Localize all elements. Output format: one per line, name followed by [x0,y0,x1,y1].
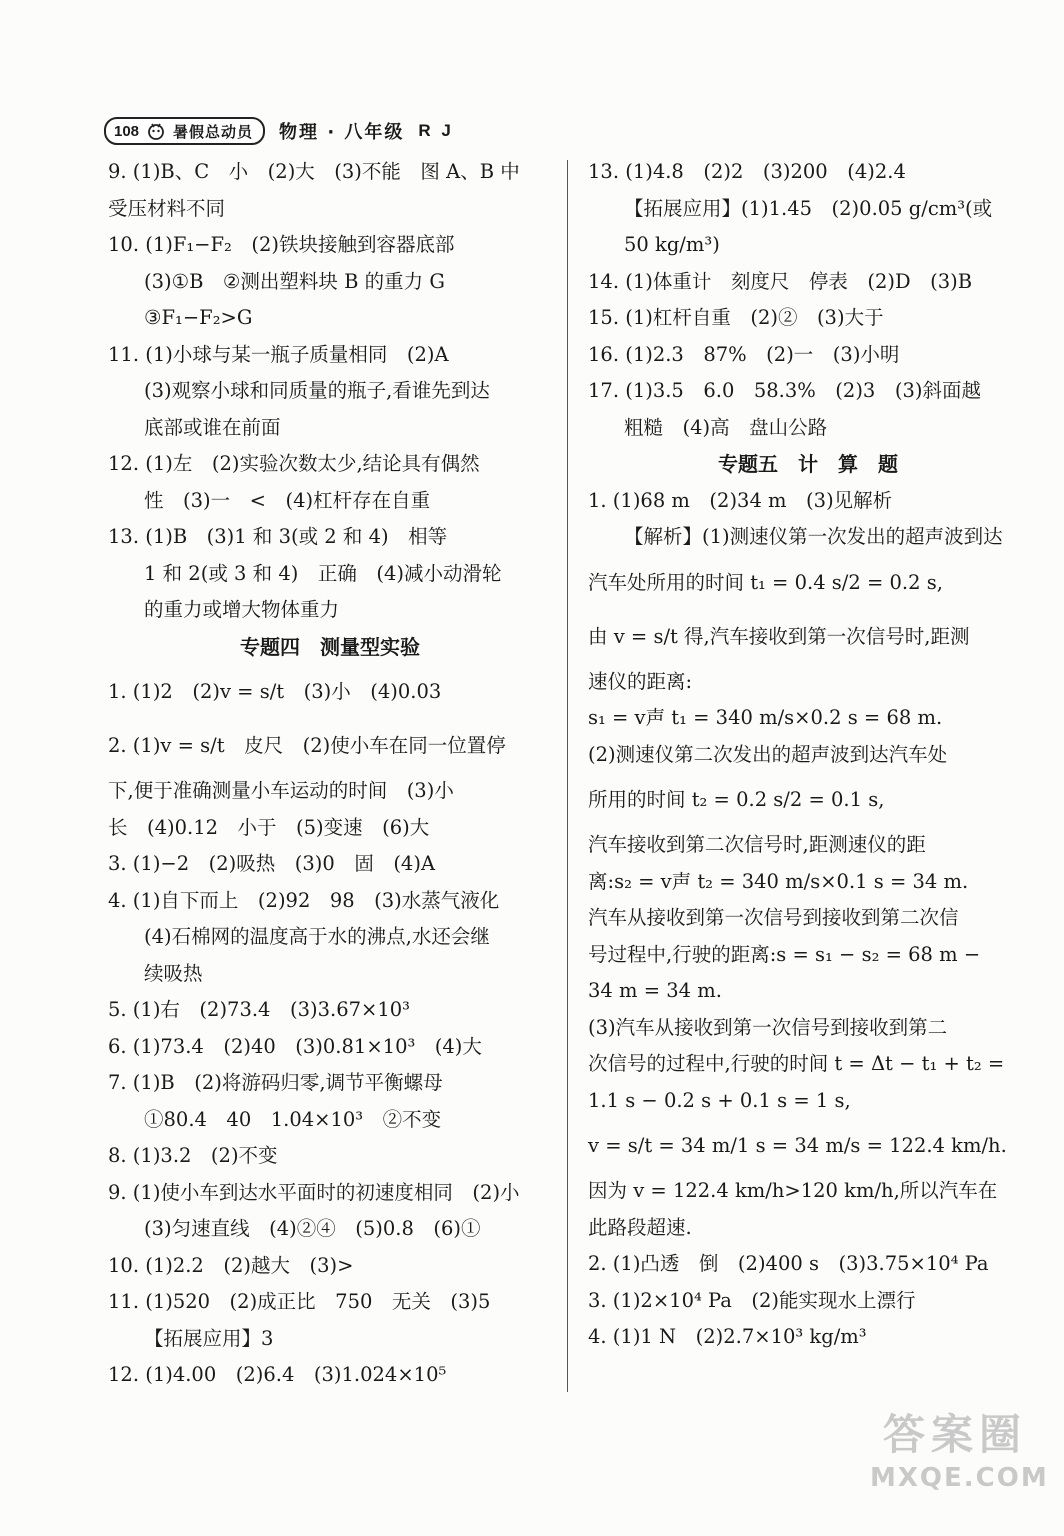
answer-line: 号过程中,行驶的距离:s = s₁ − s₂ = 68 m − [588,942,981,966]
answer-line: 1 和 2(或 3 和 4) 正确 (4)减小动滑轮 [144,561,502,585]
answer-line: 的重力或增大物体重力 [144,598,340,621]
answer-line: 2. (1)v = s/t 皮尺 (2)使小车在同一位置停 [108,734,506,757]
header-badge [104,117,265,145]
answer-line: ①80.4 40 1.04×10³ ②不变 [144,1107,442,1131]
section-heading: 专题五 计 算 题 [718,452,898,476]
answer-line: 【拓展应用】3 [144,1326,274,1350]
answer-line: s₁ = v声 t₁ = 340 m/s×0.2 s = 68 m. [588,706,943,729]
answer-line: 长 (4)0.12 小于 (5)变速 (6)大 [108,815,430,839]
answer-line: 受压材料不同 [108,196,226,220]
answer-line: 1. (1)2 (2)v = s/t (3)小 (4)0.03 [108,680,442,703]
answer-line: 11. (1)520 (2)成正比 750 无关 (3)5 [108,1290,491,1313]
answer-line: 1. (1)68 m (2)34 m (3)见解析 [588,488,893,512]
answer-line: 3. (1)−2 (2)吸热 (3)0 固 (4)A [108,852,436,875]
answer-line: 5. (1)右 (2)73.4 (3)3.67×10³ [108,998,410,1021]
page-header [104,118,454,144]
answer-line: 速仪的距离: [588,669,693,693]
mascot-icon [145,120,167,142]
answer-line: 续吸热 [144,961,203,985]
answer-line: 1.1 s − 0.2 s + 0.1 s = 1 s, [588,1088,851,1112]
answer-line: 【拓展应用】(1)1.45 (2)0.05 g/cm³(或 [624,196,993,220]
answer-line: 2. (1)凸透 倒 (2)400 s (3)3.75×10⁴ Pa [588,1252,989,1275]
answer-line: 6. (1)73.4 (2)40 (3)0.81×10³ (4)大 [108,1034,482,1058]
answer-line: 汽车从接收到第一次信号到接收到第二次信 [588,906,959,929]
answer-line: 汽车接收到第二次信号时,距测速仪的距 [588,833,926,856]
answer-line: 4. (1)自下而上 (2)92 98 (3)水蒸气液化 [108,888,500,912]
answer-line: 粗糙 (4)高 盘山公路 [624,415,828,439]
answer-line: 12. (1)左 (2)实验次数太少,结论具有偶然 [108,452,480,475]
edition-label: R J [418,121,454,140]
answer-line: 13. (1)4.8 (2)2 (3)200 (4)2.4 [588,160,906,183]
answer-line: 12. (1)4.00 (2)6.4 (3)1.024×10⁵ [108,1363,447,1386]
answer-line: 因为 v = 122.4 km/h>120 km/h,所以汽车在 [588,1179,998,1202]
answer-line: 【解析】(1)测速仪第一次发出的超声波到达 [624,525,1003,548]
answer-line: 15. (1)杠杆自重 (2)② (3)大于 [588,306,884,329]
answer-line: 离:s₂ = v声 t₂ = 340 m/s×0.1 s = 34 m. [588,869,969,893]
series-title: 暑假总动员 [173,122,254,141]
answer-line: 14. (1)体重计 刻度尺 停表 (2)D (3)B [588,269,973,293]
answer-line: (3)匀速直线 (4)②④ (5)0.8 (6)① [144,1217,481,1240]
answer-line: 9. (1)B、C 小 (2)大 (3)不能 图 A、B 中 [108,160,520,183]
answer-line: 底部或谁在前面 [144,415,281,439]
answer-line: 17. (1)3.5 6.0 58.3% (2)3 (3)斜面越 [588,379,981,402]
answer-line: 汽车处所用的时间 t₁ = 0.4 s/2 = 0.2 s, [588,570,943,594]
answer-line: 所用的时间 t₂ = 0.2 s/2 = 0.1 s, [588,788,885,811]
answer-line: 11. (1)小球与某一瓶子质量相同 (2)A [108,342,449,366]
answer-line: 16. (1)2.3 87% (2)一 (3)小明 [588,342,900,366]
subject-title: 物理 · 八年级 [279,122,405,143]
answer-line: 3. (1)2×10⁴ Pa (2)能实现水上漂行 [588,1288,916,1312]
answer-line: (3)①B ②测出塑料块 B 的重力 G [144,269,445,293]
answer-line: 8. (1)3.2 (2)不变 [108,1144,278,1167]
section-heading: 专题四 测量型实验 [240,634,420,659]
left-column [108,154,552,1394]
answer-line: 性 (3)一 < (4)杠杆存在自重 [144,488,431,512]
answer-line: 10. (1)2.2 (2)越大 (3)> [108,1253,354,1277]
watermark-logo [870,1408,1049,1508]
answer-line: 次信号的过程中,行驶的时间 t = Δt − t₁ + t₂ = [588,1052,1005,1075]
answer-line: 34 m = 34 m. [588,979,722,1002]
answer-line: v = s/t = 34 m/1 s = 34 m/s = 122.4 km/h. [588,1134,1007,1157]
answer-line: 下,便于准确测量小车运动的时间 (3)小 [108,779,454,802]
answer-line: 50 kg/m³) [624,233,720,256]
answer-line: 10. (1)F₁−F₂ (2)铁块接触到容器底部 [108,233,455,256]
answer-line: (4)石棉网的温度高于水的沸点,水还会继 [144,925,490,948]
right-column [588,154,1028,1356]
watermark-top: 答案圈 [882,1410,1027,1459]
answer-line: (2)测速仪第二次发出的超声波到达汽车处 [588,742,948,766]
column-divider [567,160,568,1392]
page-number: 108 [114,122,140,140]
answer-line: 13. (1)B (3)1 和 3(或 2 和 4) 相等 [108,525,448,548]
answer-line: 由 v = s/t 得,汽车接收到第一次信号时,距测 [588,624,970,648]
answer-line: ③F₁−F₂>G [144,306,253,329]
answer-line: (3)汽车从接收到第一次信号到接收到第二 [588,1015,948,1039]
answer-line: (3)观察小球和同质量的瓶子,看谁先到达 [144,379,490,402]
answer-line: 此路段超速. [588,1215,692,1239]
answer-line: 9. (1)使小车到达水平面时的初速度相同 (2)小 [108,1180,520,1204]
watermark-bottom: MXQE.COM [870,1463,1049,1493]
answer-line: 7. (1)B (2)将游码归零,调节平衡螺母 [108,1071,443,1094]
answer-line: 4. (1)1 N (2)2.7×10³ kg/m³ [588,1325,867,1348]
